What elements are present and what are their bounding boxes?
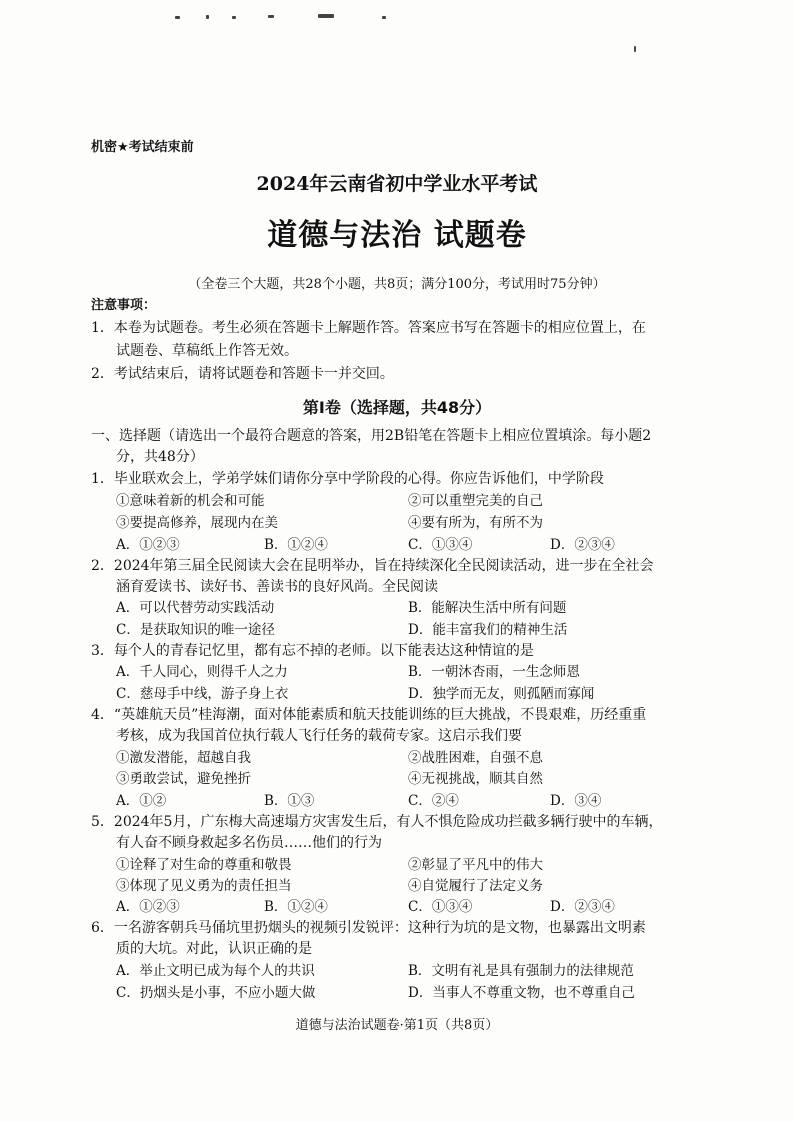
question-1-stem: 1．毕业联欢会上，学弟学妹们请你分享中学阶段的心得。你应告诉他们，中学阶段 (91, 471, 604, 487)
notice-item: 1．本卷为试题卷。考生必须在答题卡上解题作答。答案应书写在答题卡的相应位置上，在 (91, 320, 646, 336)
question-3-stem: 3．每个人的青春记忆里，都有忘不掉的老师。以下能表达这种情谊的是 (91, 643, 534, 659)
q2-option-c: C．是获取知识的唯一途径 (116, 622, 275, 638)
q4-statement-4: ④无视挑战，顺其自然 (408, 771, 543, 787)
q4-option-b: B．①③ (264, 793, 315, 809)
q4-option-d: D．③④ (550, 793, 602, 809)
q4-statement-2: ②战胜困难，自强不息 (408, 750, 543, 766)
confidential-label: 机密★考试结束前 (91, 140, 194, 155)
q6-option-a: A．举止文明已成为每个人的共识 (116, 963, 315, 979)
exam-title: 2024年云南省初中学业水平考试 (256, 173, 538, 195)
subject-title: 道德与法治 试题卷 (267, 218, 527, 253)
q1-statement-1: ①意味着新的机会和可能 (116, 493, 265, 509)
exam-info: （全卷三个大题，共28个小题，共8页；满分100分，考试用时75分钟） (188, 277, 606, 292)
section-instruction: 分，共48分） (116, 449, 204, 465)
q5-statement-2: ②彰显了平凡中的伟大 (408, 857, 543, 873)
q4-option-c: C．②④ (408, 793, 459, 809)
q1-option-c: C．①③④ (408, 537, 473, 553)
q4-option-a: A．①② (116, 793, 167, 809)
notice-item: 试题卷、草稿纸上作答无效。 (116, 343, 298, 359)
question-4-stem: 4．“英雄航天员”桂海潮，面对体能素质和航天技能训练的巨大挑战，不畏艰难，历经重重 (91, 707, 647, 723)
q5-option-c: C．①③④ (408, 899, 473, 915)
page-footer: 道德与法治试题卷·第1页（共8页） (295, 1018, 499, 1033)
q6-option-d: D．当事人不尊重文物，也不尊重自己 (408, 985, 635, 1001)
q4-statement-1: ①激发潜能，超越自我 (116, 750, 251, 766)
q3-option-d: D．独学而无友，则孤陋而寡闻 (408, 686, 595, 702)
q2-option-a: A．可以代替劳动实践活动 (116, 600, 275, 616)
q6-option-c: C．扔烟头是小事，不应小题大做 (116, 985, 316, 1001)
question-2-stem: 2．2024年第三届全民阅读大会在昆明举办，旨在持续深化全民阅读活动，进一步在全社会 (91, 558, 654, 574)
q5-statement-3: ③体现了见义勇为的责任担当 (116, 878, 292, 894)
q5-option-d: D．②③④ (550, 899, 615, 915)
q1-option-a: A．①②③ (116, 537, 180, 553)
question-2-stem-cont: 涵育爱读书、读好书、善读书的良好风尚。全民阅读 (116, 579, 438, 595)
scan-speck (634, 46, 636, 52)
q5-statement-1: ①诠释了对生命的尊重和敬畏 (116, 857, 292, 873)
q5-option-b: B．①②④ (264, 899, 328, 915)
question-6-stem-cont: 质的大坑。对此，认识正确的是 (116, 941, 312, 957)
q1-option-d: D．②③④ (550, 537, 615, 553)
scan-speck (382, 16, 386, 19)
q3-option-c: C．慈母手中线，游子身上衣 (116, 686, 289, 702)
q1-option-b: B．①②④ (264, 537, 328, 553)
q1-statement-2: ②可以重塑完美的自己 (408, 493, 543, 509)
q4-statement-3: ③勇敢尝试，避免挫折 (116, 771, 251, 787)
scan-speck (268, 15, 274, 18)
q2-option-d: D．能丰富我们的精神生活 (408, 622, 568, 638)
question-5-stem-cont: 有人奋不顾身救起多名伤员……他们的行为 (116, 835, 382, 851)
scan-speck (232, 16, 236, 19)
q3-option-a: A．千人同心，则得千人之力 (116, 664, 288, 680)
q1-statement-4: ④要有所为，有所不为 (408, 515, 543, 531)
q1-statement-3: ③要提高修养，展现内在美 (116, 515, 278, 531)
q3-option-b: B．一朝沐杏雨，一生念师恩 (408, 664, 580, 680)
notice-heading: 注意事项： (91, 298, 157, 313)
question-6-stem: 6．一名游客朝兵马俑坑里扔烟头的视频引发锐评：这种行为坑的是文物，也暴露出文明素 (91, 920, 646, 936)
question-5-stem: 5．2024年5月，广东梅大高速塌方灾害发生后，有人不惧危险成功拦截多辆行驶中的车辆， (91, 814, 663, 830)
section-title: 第Ⅰ卷（选择题，共48分） (302, 398, 492, 417)
scan-speck (206, 15, 209, 19)
scan-speck (318, 14, 334, 18)
scan-speck (175, 16, 180, 19)
q5-option-a: A．①②③ (116, 899, 180, 915)
question-4-stem-cont: 考核，成为我国首位执行载人飞行任务的载荷专家。这启示我们要 (116, 728, 522, 744)
q5-statement-4: ④自觉履行了法定义务 (408, 878, 543, 894)
q2-option-b: B．能解决生活中所有问题 (408, 600, 567, 616)
section-instruction: 一、选择题（请选出一个最符合题意的答案，用2B铅笔在答题卡上相应位置填涂。每小题2 (91, 428, 652, 444)
notice-item: 2．考试结束后，请将试题卷和答题卡一并交回。 (91, 366, 394, 382)
q6-option-b: B．文明有礼是具有强制力的法律规范 (408, 963, 634, 979)
